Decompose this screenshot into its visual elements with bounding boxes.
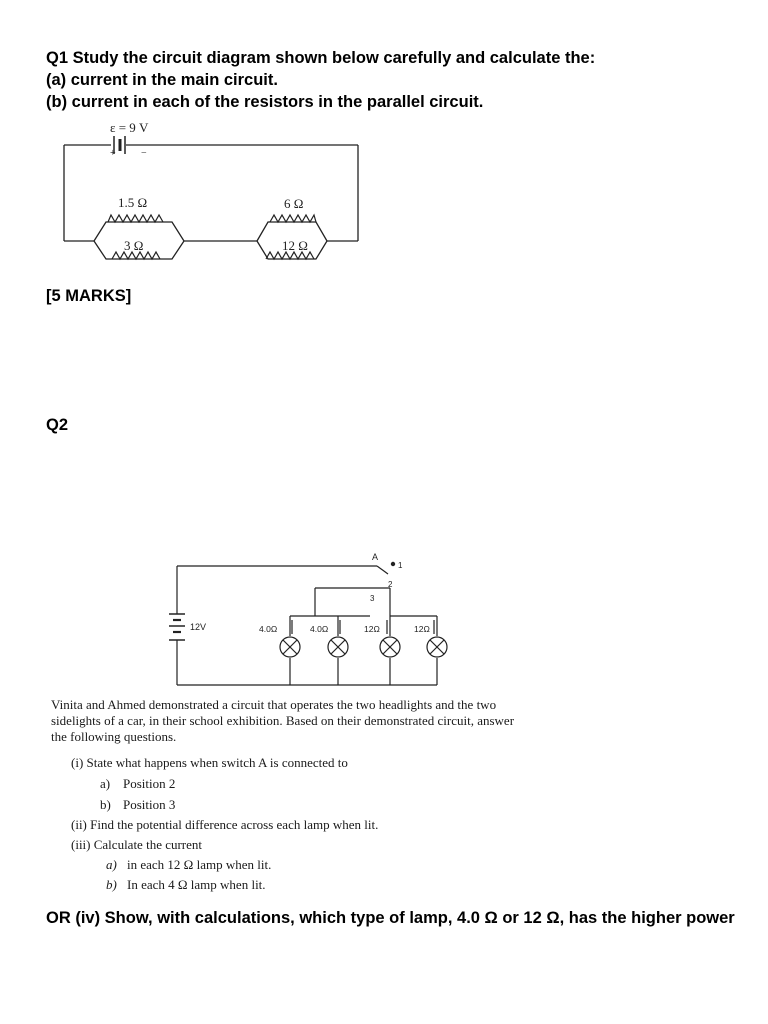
q2-part-iv: OR (iv) Show, with calculations, which type of lamp, 4.0 Ω or 12 Ω, has the higher power <box>46 909 735 927</box>
q2-part-iii-b-label: b) <box>106 877 117 892</box>
battery-plus-label: + <box>110 148 116 159</box>
q2-part-i-a-label: a) <box>100 776 111 791</box>
question-1 <box>46 47 595 113</box>
q2-description <box>51 697 581 745</box>
lamp-1-label: 4.0Ω <box>259 624 278 634</box>
resistor-3-label: 3 Ω <box>124 238 144 253</box>
resistor-1-5-label: 1.5 Ω <box>118 195 148 210</box>
q2-circuit-diagram <box>150 548 460 693</box>
battery-voltage-label: 12V <box>190 622 207 632</box>
switch-a-label: A <box>372 552 379 562</box>
q1-part-b: (b) current in each of the resistors in the parallel circuit. <box>46 93 484 111</box>
q1-circuit-diagram <box>44 116 389 281</box>
q2-part-i-b: Position 3 <box>123 797 176 812</box>
q2-part-iii-a-label: a) <box>106 857 117 872</box>
q2-description-line-2: sidelights of a car, in their school exhibition. Based on their demonstrated circuit, answer <box>51 713 515 728</box>
switch-position-1-label: 1 <box>398 561 403 570</box>
lamp-4-label: 12Ω <box>414 624 430 634</box>
q2-description-line-3: the following questions. <box>51 729 177 744</box>
marks-label: [5 MARKS] <box>46 287 132 305</box>
switch-position-3-label: 3 <box>370 594 375 603</box>
q2-part-ii: (ii) Find the potential difference across each lamp when lit. <box>71 817 379 832</box>
q1-part-a: (a) current in the main circuit. <box>46 71 278 89</box>
q2-part-i-b-label: b) <box>100 797 111 812</box>
question-2-label: Q2 <box>46 416 69 434</box>
q1-prompt: Q1 Study the circuit diagram shown below carefully and calculate the: <box>46 49 596 67</box>
battery-minus-label: − <box>141 148 147 159</box>
q2-part-iii-b: In each 4 Ω lamp when lit. <box>127 877 266 892</box>
resistor-12-label: 12 Ω <box>282 238 308 253</box>
lamp-3-label: 12Ω <box>364 624 380 634</box>
lamp-2-label: 4.0Ω <box>310 624 329 634</box>
switch-position-2-label: 2 <box>388 580 393 589</box>
q2-part-i-a: Position 2 <box>123 776 176 791</box>
q2-description-line-1: Vinita and Ahmed demonstrated a circuit that operates the two headlights and the two <box>51 697 497 712</box>
q2-part-iii-a: in each 12 Ω lamp when lit. <box>127 857 272 872</box>
q2-part-iii: (iii) Calculate the current <box>71 837 203 852</box>
q2-part-i: (i) State what happens when switch A is connected to <box>71 755 348 770</box>
resistor-6-label: 6 Ω <box>284 196 304 211</box>
emf-label: ε = 9 V <box>110 120 149 135</box>
